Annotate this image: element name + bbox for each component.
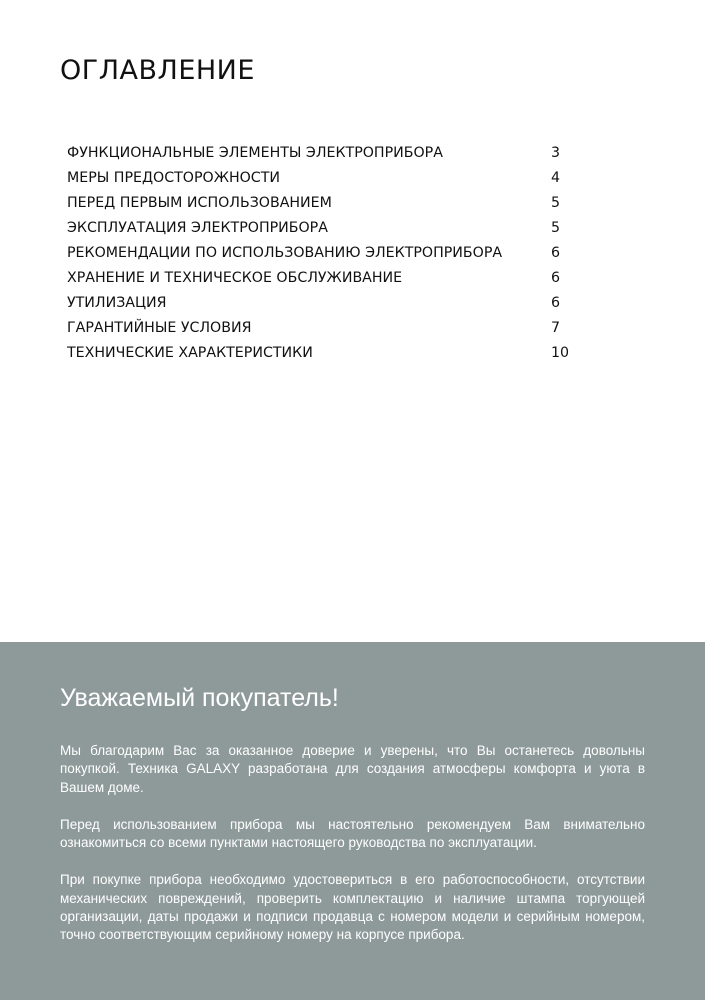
greeting-panel [0, 642, 705, 1000]
toc-item-label: ТЕХНИЧЕСКИЕ ХАРАКТЕРИСТИКИ [67, 345, 313, 361]
toc-item[interactable] [67, 245, 577, 270]
toc-item-page: 6 [551, 270, 561, 286]
toc-item[interactable] [67, 220, 577, 245]
greeting-paragraph: Мы благодарим Вас за оказанное доверие и уверены, что Вы останетесь довольны покупкой. Техника GALAXY разработана для создания атмосферы комфорта и уюта в Вашем доме. [60, 743, 645, 795]
toc-item[interactable] [67, 345, 577, 370]
toc-item-page: 10 [551, 345, 570, 361]
toc-item-page: 3 [551, 145, 561, 161]
toc-item-label: МЕРЫ ПРЕДОСТОРОЖНОСТИ [67, 170, 280, 186]
toc-item[interactable] [67, 270, 577, 295]
toc-item-page: 6 [551, 245, 561, 261]
toc-item[interactable] [67, 195, 577, 220]
toc-item-page: 5 [551, 195, 561, 211]
toc-item-page: 6 [551, 295, 561, 311]
greeting-body [60, 742, 645, 964]
toc-item-page: 5 [551, 220, 561, 236]
toc-item-label: ЭКСПЛУАТАЦИЯ ЭЛЕКТРОПРИБОРА [67, 220, 328, 236]
toc-item-label: ФУНКЦИОНАЛЬНЫЕ ЭЛЕМЕНТЫ ЭЛЕКТРОПРИБОРА [67, 145, 443, 161]
toc-item-label: РЕКОМЕНДАЦИИ ПО ИСПОЛЬЗОВАНИЮ ЭЛЕКТРОПРИБОРА [67, 245, 503, 261]
toc-item[interactable] [67, 295, 577, 320]
toc-item-label: ХРАНЕНИЕ И ТЕХНИЧЕСКОЕ ОБСЛУЖИВАНИЕ [67, 270, 403, 286]
toc-title: ОГЛАВЛЕНИЕ [60, 55, 255, 86]
toc-item[interactable] [67, 170, 577, 195]
toc-item[interactable] [67, 320, 577, 345]
greeting-paragraph: При покупке прибора необходимо удостовериться в его работоспособности, отсутствии механических повреждений, проверить комплектацию и наличие штампа торгующей организации, даты продажи и подписи продавца с номером модели и серийным номером, точно соответствующим серийному номеру на корпусе прибора. [60, 872, 645, 943]
toc-item-page: 7 [551, 320, 561, 336]
toc-item-label: ГАРАНТИЙНЫЕ УСЛОВИЯ [67, 320, 252, 336]
greeting-paragraph: Перед использованием прибора мы настоятельно рекомендуем Вам внимательно ознакомиться со всеми пунктами настоящего руководства по эксплуатации. [60, 816, 645, 851]
toc-item[interactable] [67, 145, 577, 170]
toc-item-page: 4 [551, 170, 561, 186]
greeting-heading: Уважаемый покупатель! [60, 684, 339, 712]
toc-list [67, 145, 577, 370]
toc-item-label: ПЕРЕД ПЕРВЫМ ИСПОЛЬЗОВАНИЕМ [67, 195, 332, 211]
toc-item-label: УТИЛИЗАЦИЯ [67, 295, 167, 311]
